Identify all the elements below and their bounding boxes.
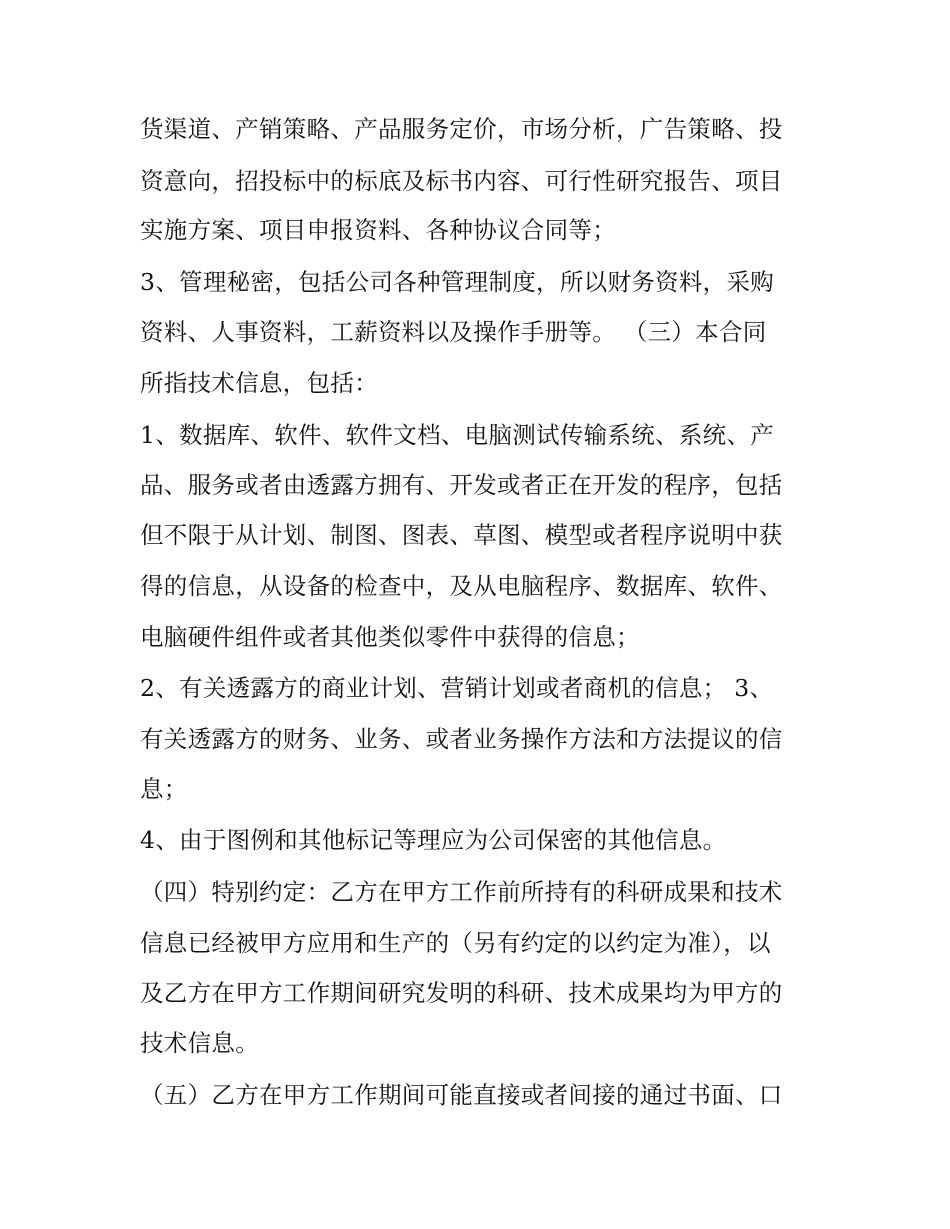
text-line: 实施方案、项目申报资料、各种协议合同等；: [140, 216, 616, 244]
text-line: 4、由于图例和其他标记等理应为公司保密的其他信息。: [140, 826, 727, 854]
text-line: 得的信息，从设备的检查中，及从电脑程序、数据库、软件、: [140, 572, 783, 600]
text-line: 所指技术信息，包括：: [140, 369, 378, 397]
text-line: 技术信息。: [140, 1029, 259, 1057]
text-line: 2、有关透露方的商业计划、营销计划或者商机的信息； 3、: [140, 674, 774, 702]
text-line: 品、服务或者由透露方拥有、开发或者正在开发的程序，包括: [140, 471, 783, 499]
text-line: 3、管理秘密，包括公司各种管理制度，所以财务资料，采购: [140, 268, 775, 296]
text-line: 资料、人事资料，工薪资料以及操作手册等。 （三）本合同: [140, 318, 767, 346]
text-line: 1、数据库、软件、软件文档、电脑测试传输系统、系统、产: [140, 421, 775, 449]
text-line: 但不限于从计划、制图、图表、草图、模型或者程序说明中获: [140, 521, 783, 549]
text-line: 电脑硬件组件或者其他类似零件中获得的信息；: [140, 623, 640, 651]
text-line: 货渠道、产销策略、产品服务定价，市场分析，广告策略、投: [140, 115, 783, 143]
text-line: 息；: [140, 775, 188, 803]
text-line: （四）特别约定：乙方在甲方工作前所持有的科研成果和技术: [140, 878, 783, 906]
text-line: （五）乙方在甲方工作期间可能直接或者间接的通过书面、口: [140, 1081, 783, 1109]
text-line: 信息已经被甲方应用和生产的（另有约定的以约定为准），以: [140, 929, 771, 957]
text-line: 资意向，招投标中的标底及标书内容、可行性研究报告、项目: [140, 167, 783, 195]
text-line: 及乙方在甲方工作期间研究发明的科研、技术成果均为甲方的: [140, 979, 783, 1007]
text-line: 有关透露方的财务、业务、或者业务操作方法和方法提议的信: [140, 725, 783, 753]
